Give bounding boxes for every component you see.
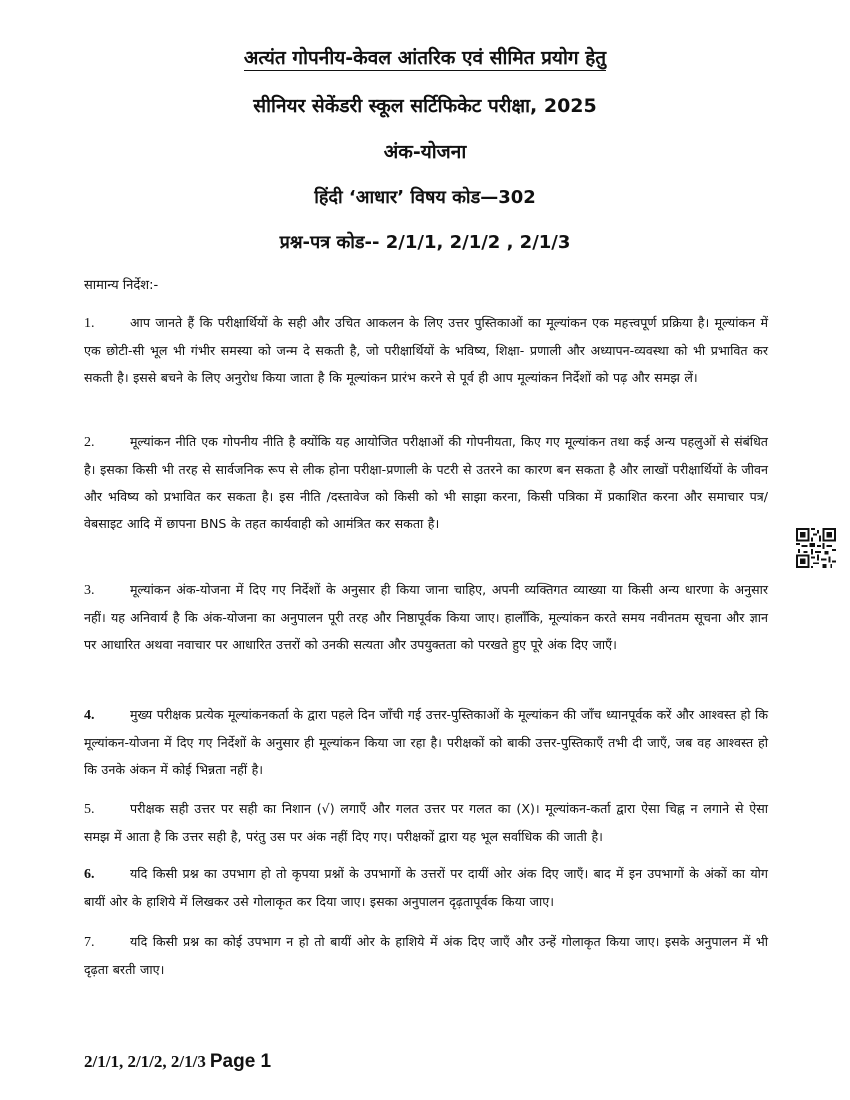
instruction-number: 5. [84,802,95,817]
instruction-text: मूल्यांकन अंक-योजना में दिए गए निर्देशों के अनुसार ही किया जाना चाहिए, अपनी व्यक्तिगत व्याख्या या किसी अन्य धारणा के अनुसार नहीं। यह अनिवार्य है कि अंक-योजना का अनुपालन पूरी तरह और निष्ठापूर्वक किया जाए। हालाँकि, मूल्यांकन करते समय नवीनतम सूचना और ज्ञान पर आधारित अथवा नवाचार पर आधारित उत्तरों को उनकी सत्यता और उपयुक्तता को परखते हुए पूरे अंक दिए जाएँ। [84,582,768,652]
exam-title: सीनियर सेकेंडरी स्कूल सर्टिफिकेट परीक्षा, 2025 [253,95,597,117]
general-instructions-label: सामान्य निर्देश:- [84,278,159,293]
instruction-number: 1. [84,316,95,331]
footer-paper-codes: 2/1/1, 2/1/2, 2/1/3 [84,1052,206,1071]
page-number: Page 1 [209,1051,272,1072]
instruction-text: मुख्य परीक्षक प्रत्येक मूल्यांकनकर्ता के द्वारा पहले दिन जाँची गई उत्तर-पुस्तिकाओं के मूल्यांकन की जाँच ध्यानपूर्वक करें और आश्वस्त हो कि मूल्यांकन-योजना में दिए गए निर्देशों के अनुसार ही मूल्यांकन किया जा रहा है। परीक्षकों को बाकी उत्तर-पुस्तिकाएँ तभी दी जाएँ, जब वह आश्वस्त हो कि उनके अंकन में कोई भिन्नता नहीं है। [84,707,768,777]
instruction-text: यदि किसी प्रश्न का कोई उपभाग न हो तो बायीं ओर के हाशिये में अंक दिए जाएँ और उन्हें गोलाकृत किया जाए। इसके अनुपालन में भी दृढ़ता बरती जाए। [84,934,768,977]
instruction-number: 7. [84,935,95,950]
instruction-text: मूल्यांकन नीति एक गोपनीय नीति है क्योंकि यह आयोजित परीक्षाओं की गोपनीयता, किए गए मूल्यांकन तथा कई अन्य पहलुओं से संबंधित है। इसका किसी भी तरह से सार्वजनिक रूप से लीक होना परीक्षा-प्रणाली के पटरी से उतरने का कारण बन सकता है और लाखों परीक्षार्थियों के जीवन और भविष्य को प्रभावित कर सकता है। इस नीति /दस्तावेज को किसी को भी साझा करना, किसी पत्रिका में प्रकाशित करना और समाचार पत्र/वेबसाइट आदि में छापना BNS के तहत कार्यवाही को आमंत्रित कर सकता है। [84,434,768,531]
instruction-text: आप जानते हैं कि परीक्षार्थियों के सही और उचित आकलन के लिए उत्तर पुस्तिकाओं का मूल्यांकन एक महत्त्वपूर्ण प्रक्रिया है। मूल्यांकन में एक छोटी-सी भूल भी गंभीर समस्या को जन्म दे सकती है, जो परीक्षार्थियों के भविष्य, शिक्षा- प्रणाली और अध्यापन-व्यवस्था को भी प्रभावित कर सकती है। इससे बचने के लिए अनुरोध किया जाता है कि मूल्यांकन प्रारंभ करने से पूर्व ही आप मूल्यांकन निर्देशों को पढ़ और समझ लें। [84,315,768,385]
instruction-item [84,576,768,658]
instruction-number: 6. [84,867,95,882]
instruction-item [84,701,768,783]
instruction-text: यदि किसी प्रश्न का उपभाग हो तो कृपया प्रश्नों के उपभागों के उत्तरों पर दायीं ओर अंक दिए जाएँ। बाद में इन उपभागों के अंकों का योग बायीं ओर के हाशिये में लिखकर उसे गोलाकृत कर दिया जाए। इसका अनुपालन दृढ़तापूर्वक किया जाए। [84,866,768,909]
instruction-number: 2. [84,435,95,450]
instruction-item [84,928,768,983]
paper-code-title: प्रश्न-पत्र कोड-- 2/1/1, 2/1/2 , 2/1/3 [279,232,571,253]
marking-scheme-title: अंक-योजना [383,141,467,163]
instruction-item [84,428,768,537]
instruction-number: 3. [84,583,95,598]
instruction-item [84,795,768,850]
page-footer [84,1051,271,1073]
subject-code-title: हिंदी ‘आधार’ विषय कोड—302 [314,187,536,208]
qr-code-icon [796,528,836,568]
instruction-number: 4. [84,708,95,723]
instruction-item [84,860,768,915]
confidential-notice [0,44,850,70]
instruction-item [84,309,768,391]
instruction-text: परीक्षक सही उत्तर पर सही का निशान (√) लगाएँ और गलत उत्तर पर गलत का (X)। मूल्यांकन-कर्ता द्वारा ऐसा चिह्न न लगाने से ऐसा समझ में आता है कि उत्तर सही है, परंतु उस पर अंक नहीं दिए गए। परीक्षकों द्वारा यह भूल सर्वाधिक की जाती है। [84,801,768,844]
confidential-notice-text: अत्यंत गोपनीय-केवल आंतरिक एवं सीमित प्रयोग हेतु [243,47,607,69]
